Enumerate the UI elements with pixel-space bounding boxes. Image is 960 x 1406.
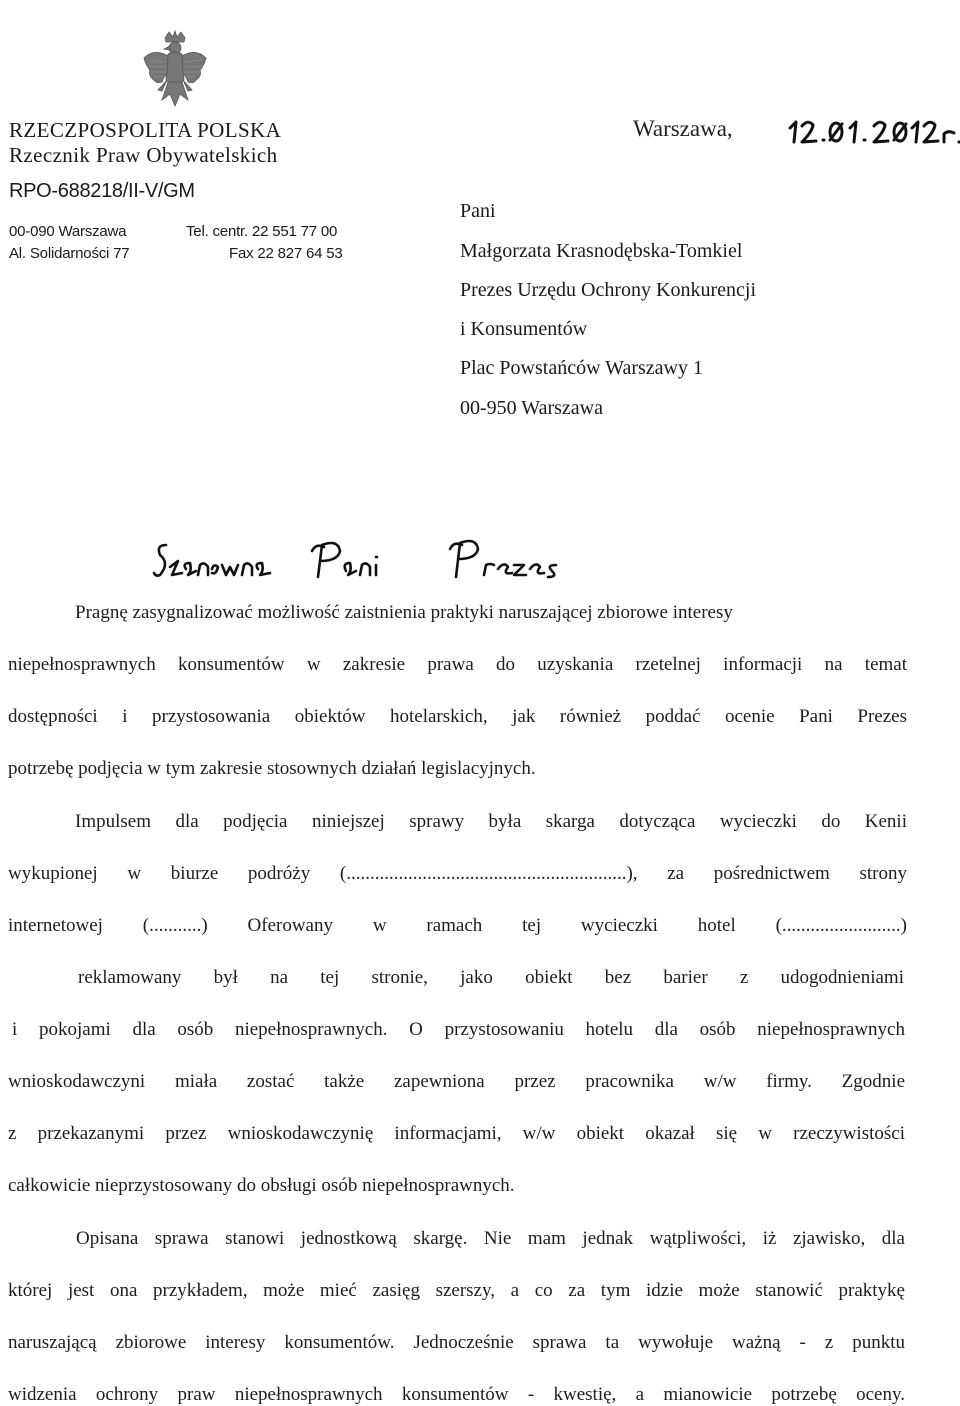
body-line: dostępności i przystosowania obiektów hotelarskich, jak również poddać ocenie Pani Prezes	[8, 706, 907, 727]
recipient-postal-city: 00-950 Warszawa	[460, 397, 603, 419]
body-line: potrzebę podjęcia w tym zakresie stosownych działań legislacyjnych.	[8, 758, 536, 779]
body-line: internetowej (...........) Oferowany w ramach tej wycieczki hotel (.........................)	[8, 915, 907, 936]
sender-postal-city: 00-090 Warszawa	[9, 223, 127, 240]
reference-number: RPO-688218/II-V/GM	[9, 180, 195, 202]
body-line: widzenia ochrony praw niepełnosprawnych konsumentów - kwestię, a mianowicie potrzebę oceny.	[8, 1384, 905, 1405]
recipient-title-line2: i Konsumentów	[460, 318, 588, 340]
polish-eagle-emblem-icon	[140, 30, 210, 112]
sender-street: Al. Solidarności 77	[9, 245, 130, 262]
body-line: całkowicie nieprzystosowany do obsługi osób niepełnosprawnych.	[8, 1175, 515, 1196]
body-line: której jest ona przykładem, może mieć zasięg szerszy, a co za tym idzie może stanowić praktykę	[8, 1280, 905, 1301]
handwritten-greeting	[152, 533, 572, 587]
org-name-line1: RZECZPOSPOLITA POLSKA	[9, 118, 282, 142]
body-line: wykupionej w biurze podróży (...........................................................), za pośrednictwem strony	[8, 863, 907, 884]
body-line: wnioskodawczyni miała zostać także zapewniona przez pracownika w/w firmy. Zgodnie	[8, 1071, 905, 1092]
body-line: Opisana sprawa stanowi jednostkową skargę. Nie mam jednak wątpliwości, iż zjawisko, dla	[76, 1228, 905, 1249]
sender-phone: Tel. centr. 22 551 77 00	[186, 223, 338, 240]
body-line: reklamowany był na tej stronie, jako obiekt bez barier z udogodnieniami	[78, 967, 904, 988]
sender-fax: Fax 22 827 64 53	[229, 245, 343, 262]
recipient-name: Małgorzata Krasnodębska-Tomkiel	[460, 240, 743, 262]
body-line: Pragnę zasygnalizować możliwość zaistnienia praktyki naruszającej zbiorowe interesy	[75, 602, 733, 623]
body-line: niepełnosprawnych konsumentów w zakresie prawa do uzyskania rzetelnej informacji na temat	[8, 654, 907, 675]
body-line: Impulsem dla podjęcia niniejszej sprawy była skarga dotycząca wycieczki do Kenii	[75, 811, 907, 832]
recipient-salutation: Pani	[460, 200, 496, 222]
org-name-line2: Rzecznik Praw Obywatelskich	[9, 143, 278, 167]
handwritten-date	[780, 116, 960, 148]
recipient-title-line1: Prezes Urzędu Ochrony Konkurencji	[460, 279, 757, 301]
letter-place: Warszawa,	[633, 116, 733, 141]
body-line: naruszającą zbiorowe interesy konsumentów. Jednocześnie sprawa ta wywołuje ważną - z punktu	[8, 1332, 905, 1353]
body-line: z przekazanymi przez wnioskodawczynię informacjami, w/w obiekt okazał się w rzeczywistości	[8, 1123, 905, 1144]
body-line: i pokojami dla osób niepełnosprawnych. O przystosowaniu hotelu dla osób niepełnosprawnych	[12, 1019, 905, 1040]
recipient-address: Plac Powstańców Warszawy 1	[460, 357, 703, 379]
